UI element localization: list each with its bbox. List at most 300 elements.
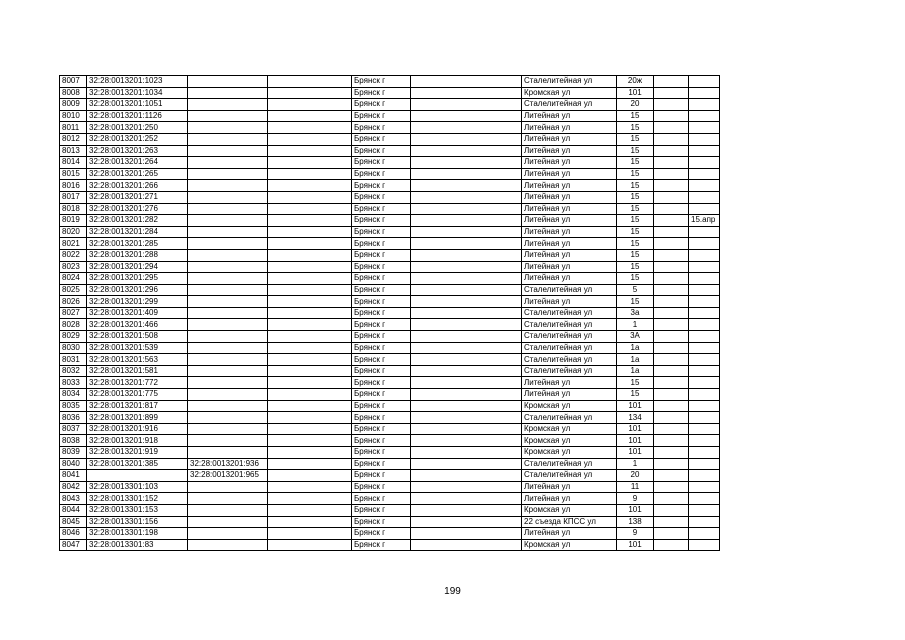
row-number-cell: 8011 bbox=[60, 122, 87, 134]
note-cell bbox=[689, 261, 720, 273]
empty-cell bbox=[268, 435, 352, 447]
city-cell: Брянск г bbox=[352, 273, 411, 285]
cadastral-number-cell: 32:28:0013201:263 bbox=[87, 145, 188, 157]
empty-cell bbox=[654, 377, 689, 389]
empty-cell bbox=[268, 493, 352, 505]
secondary-cadastral-cell bbox=[188, 203, 268, 215]
note-cell bbox=[689, 528, 720, 540]
row-number-cell: 8018 bbox=[60, 203, 87, 215]
city-cell: Брянск г bbox=[352, 458, 411, 470]
cadastral-number-cell: 32:28:0013201:563 bbox=[87, 354, 188, 366]
house-number-cell: 15 bbox=[617, 203, 654, 215]
secondary-cadastral-cell bbox=[188, 215, 268, 227]
empty-cell bbox=[268, 458, 352, 470]
city-cell: Брянск г bbox=[352, 400, 411, 412]
table-row bbox=[60, 76, 720, 88]
row-number-cell: 8017 bbox=[60, 191, 87, 203]
table-row bbox=[60, 539, 720, 551]
table-row bbox=[60, 110, 720, 122]
note-cell bbox=[689, 284, 720, 296]
city-cell: Брянск г bbox=[352, 238, 411, 250]
city-cell: Брянск г bbox=[352, 191, 411, 203]
empty-cell bbox=[411, 168, 522, 180]
empty-cell bbox=[268, 168, 352, 180]
cadastral-number-cell: 32:28:0013301:83 bbox=[87, 539, 188, 551]
row-number-cell: 8028 bbox=[60, 319, 87, 331]
row-number-cell: 8009 bbox=[60, 99, 87, 111]
secondary-cadastral-cell bbox=[188, 226, 268, 238]
empty-cell bbox=[411, 412, 522, 424]
row-number-cell: 8029 bbox=[60, 331, 87, 343]
note-cell bbox=[689, 307, 720, 319]
cadastral-number-cell: 32:28:0013201:252 bbox=[87, 133, 188, 145]
city-cell: Брянск г bbox=[352, 435, 411, 447]
secondary-cadastral-cell bbox=[188, 447, 268, 459]
table-row bbox=[60, 87, 720, 99]
row-number-cell: 8033 bbox=[60, 377, 87, 389]
cadastral-number-cell: 32:28:0013301:156 bbox=[87, 516, 188, 528]
table-row bbox=[60, 470, 720, 482]
table-row bbox=[60, 226, 720, 238]
empty-cell bbox=[411, 435, 522, 447]
empty-cell bbox=[411, 296, 522, 308]
empty-cell bbox=[268, 261, 352, 273]
cadastral-number-cell: 32:28:0013201:919 bbox=[87, 447, 188, 459]
row-number-cell: 8046 bbox=[60, 528, 87, 540]
secondary-cadastral-cell bbox=[188, 435, 268, 447]
empty-cell bbox=[654, 447, 689, 459]
house-number-cell: 20ж bbox=[617, 76, 654, 88]
secondary-cadastral-cell bbox=[188, 423, 268, 435]
secondary-cadastral-cell bbox=[188, 168, 268, 180]
empty-cell bbox=[411, 284, 522, 296]
row-number-cell: 8043 bbox=[60, 493, 87, 505]
empty-cell bbox=[654, 307, 689, 319]
note-cell bbox=[689, 377, 720, 389]
empty-cell bbox=[268, 389, 352, 401]
city-cell: Брянск г bbox=[352, 412, 411, 424]
cadastral-number-cell bbox=[87, 470, 188, 482]
secondary-cadastral-cell: 32:28:0013201:936 bbox=[188, 458, 268, 470]
cadastral-number-cell: 32:28:0013201:772 bbox=[87, 377, 188, 389]
empty-cell bbox=[268, 122, 352, 134]
street-cell: Литейная ул bbox=[522, 528, 617, 540]
empty-cell bbox=[654, 365, 689, 377]
city-cell: Брянск г bbox=[352, 133, 411, 145]
house-number-cell: 9 bbox=[617, 528, 654, 540]
empty-cell bbox=[411, 273, 522, 285]
table-row bbox=[60, 354, 720, 366]
note-cell bbox=[689, 296, 720, 308]
empty-cell bbox=[654, 145, 689, 157]
row-number-cell: 8036 bbox=[60, 412, 87, 424]
note-cell bbox=[689, 273, 720, 285]
note-cell bbox=[689, 423, 720, 435]
empty-cell bbox=[411, 539, 522, 551]
secondary-cadastral-cell bbox=[188, 481, 268, 493]
empty-cell bbox=[268, 365, 352, 377]
empty-cell bbox=[654, 493, 689, 505]
empty-cell bbox=[411, 87, 522, 99]
empty-cell bbox=[411, 319, 522, 331]
house-number-cell: 15 bbox=[617, 180, 654, 192]
street-cell: Литейная ул bbox=[522, 110, 617, 122]
note-cell bbox=[689, 435, 720, 447]
city-cell: Брянск г bbox=[352, 342, 411, 354]
empty-cell bbox=[268, 99, 352, 111]
note-cell bbox=[689, 493, 720, 505]
note-cell bbox=[689, 539, 720, 551]
house-number-cell: 15 bbox=[617, 296, 654, 308]
row-number-cell: 8047 bbox=[60, 539, 87, 551]
empty-cell bbox=[411, 354, 522, 366]
empty-cell bbox=[411, 203, 522, 215]
house-number-cell: 11 bbox=[617, 481, 654, 493]
house-number-cell: 101 bbox=[617, 400, 654, 412]
empty-cell bbox=[411, 481, 522, 493]
empty-cell bbox=[654, 400, 689, 412]
empty-cell bbox=[268, 203, 352, 215]
empty-cell bbox=[268, 342, 352, 354]
note-cell bbox=[689, 168, 720, 180]
table-row bbox=[60, 447, 720, 459]
empty-cell bbox=[411, 249, 522, 261]
row-number-cell: 8030 bbox=[60, 342, 87, 354]
empty-cell bbox=[411, 447, 522, 459]
city-cell: Брянск г bbox=[352, 389, 411, 401]
empty-cell bbox=[268, 319, 352, 331]
row-number-cell: 8026 bbox=[60, 296, 87, 308]
table-row bbox=[60, 389, 720, 401]
city-cell: Брянск г bbox=[352, 180, 411, 192]
empty-cell bbox=[654, 157, 689, 169]
secondary-cadastral-cell bbox=[188, 354, 268, 366]
empty-cell bbox=[411, 99, 522, 111]
empty-cell bbox=[411, 365, 522, 377]
row-number-cell: 8044 bbox=[60, 504, 87, 516]
street-cell: Сталелитейная ул bbox=[522, 307, 617, 319]
city-cell: Брянск г bbox=[352, 110, 411, 122]
secondary-cadastral-cell bbox=[188, 249, 268, 261]
note-cell bbox=[689, 203, 720, 215]
empty-cell bbox=[654, 412, 689, 424]
street-cell: Литейная ул bbox=[522, 122, 617, 134]
city-cell: Брянск г bbox=[352, 365, 411, 377]
secondary-cadastral-cell bbox=[188, 157, 268, 169]
row-number-cell: 8012 bbox=[60, 133, 87, 145]
secondary-cadastral-cell bbox=[188, 273, 268, 285]
empty-cell bbox=[268, 76, 352, 88]
row-number-cell: 8022 bbox=[60, 249, 87, 261]
city-cell: Брянск г bbox=[352, 481, 411, 493]
secondary-cadastral-cell bbox=[188, 528, 268, 540]
note-cell bbox=[689, 133, 720, 145]
empty-cell bbox=[654, 458, 689, 470]
secondary-cadastral-cell bbox=[188, 377, 268, 389]
secondary-cadastral-cell bbox=[188, 261, 268, 273]
cadastral-number-cell: 32:28:0013201:466 bbox=[87, 319, 188, 331]
empty-cell bbox=[268, 226, 352, 238]
secondary-cadastral-cell bbox=[188, 99, 268, 111]
empty-cell bbox=[654, 354, 689, 366]
empty-cell bbox=[268, 284, 352, 296]
row-number-cell: 8035 bbox=[60, 400, 87, 412]
cadastral-number-cell: 32:28:0013201:409 bbox=[87, 307, 188, 319]
note-cell bbox=[689, 180, 720, 192]
house-number-cell: 15 bbox=[617, 273, 654, 285]
cadastral-number-cell: 32:28:0013201:271 bbox=[87, 191, 188, 203]
street-cell: Литейная ул bbox=[522, 389, 617, 401]
table-row bbox=[60, 191, 720, 203]
street-cell: Сталелитейная ул bbox=[522, 319, 617, 331]
empty-cell bbox=[411, 191, 522, 203]
cadastral-number-cell: 32:28:0013201:264 bbox=[87, 157, 188, 169]
empty-cell bbox=[268, 145, 352, 157]
city-cell: Брянск г bbox=[352, 99, 411, 111]
table-row bbox=[60, 377, 720, 389]
note-cell bbox=[689, 342, 720, 354]
cadastral-number-cell: 32:28:0013201:539 bbox=[87, 342, 188, 354]
secondary-cadastral-cell bbox=[188, 296, 268, 308]
house-number-cell: 138 bbox=[617, 516, 654, 528]
table-row bbox=[60, 319, 720, 331]
empty-cell bbox=[411, 261, 522, 273]
table-row bbox=[60, 528, 720, 540]
empty-cell bbox=[654, 435, 689, 447]
note-cell bbox=[689, 110, 720, 122]
street-cell: Сталелитейная ул bbox=[522, 412, 617, 424]
street-cell: Сталелитейная ул bbox=[522, 331, 617, 343]
note-cell bbox=[689, 481, 720, 493]
empty-cell bbox=[654, 319, 689, 331]
city-cell: Брянск г bbox=[352, 539, 411, 551]
note-cell bbox=[689, 76, 720, 88]
street-cell: Кромская ул bbox=[522, 504, 617, 516]
empty-cell bbox=[411, 528, 522, 540]
table-row bbox=[60, 342, 720, 354]
empty-cell bbox=[268, 87, 352, 99]
empty-cell bbox=[654, 99, 689, 111]
street-cell: Литейная ул bbox=[522, 226, 617, 238]
city-cell: Брянск г bbox=[352, 296, 411, 308]
cadastral-number-cell: 32:28:0013201:916 bbox=[87, 423, 188, 435]
empty-cell bbox=[411, 342, 522, 354]
row-number-cell: 8013 bbox=[60, 145, 87, 157]
cadastral-number-cell: 32:28:0013201:285 bbox=[87, 238, 188, 250]
street-cell: Литейная ул bbox=[522, 191, 617, 203]
empty-cell bbox=[654, 539, 689, 551]
note-cell bbox=[689, 99, 720, 111]
empty-cell bbox=[268, 180, 352, 192]
city-cell: Брянск г bbox=[352, 470, 411, 482]
cadastral-number-cell: 32:28:0013201:276 bbox=[87, 203, 188, 215]
street-cell: 22 съезда КПСС ул bbox=[522, 516, 617, 528]
house-number-cell: 15 bbox=[617, 249, 654, 261]
table-row bbox=[60, 157, 720, 169]
empty-cell bbox=[411, 76, 522, 88]
table-row bbox=[60, 504, 720, 516]
row-number-cell: 8008 bbox=[60, 87, 87, 99]
empty-cell bbox=[268, 516, 352, 528]
secondary-cadastral-cell bbox=[188, 180, 268, 192]
city-cell: Брянск г bbox=[352, 261, 411, 273]
row-number-cell: 8037 bbox=[60, 423, 87, 435]
city-cell: Брянск г bbox=[352, 528, 411, 540]
street-cell: Литейная ул bbox=[522, 168, 617, 180]
empty-cell bbox=[268, 354, 352, 366]
empty-cell bbox=[411, 423, 522, 435]
cadastral-number-cell: 32:28:0013201:1023 bbox=[87, 76, 188, 88]
house-number-cell: 15 bbox=[617, 168, 654, 180]
table-row bbox=[60, 296, 720, 308]
table-row bbox=[60, 203, 720, 215]
table-row bbox=[60, 180, 720, 192]
empty-cell bbox=[411, 238, 522, 250]
secondary-cadastral-cell bbox=[188, 412, 268, 424]
note-cell bbox=[689, 249, 720, 261]
street-cell: Кромская ул bbox=[522, 447, 617, 459]
street-cell: Сталелитейная ул bbox=[522, 342, 617, 354]
table-row bbox=[60, 412, 720, 424]
row-number-cell: 8015 bbox=[60, 168, 87, 180]
empty-cell bbox=[411, 215, 522, 227]
empty-cell bbox=[654, 203, 689, 215]
secondary-cadastral-cell bbox=[188, 122, 268, 134]
secondary-cadastral-cell bbox=[188, 284, 268, 296]
empty-cell bbox=[411, 458, 522, 470]
table-row bbox=[60, 493, 720, 505]
table-row bbox=[60, 365, 720, 377]
table-row bbox=[60, 481, 720, 493]
note-cell bbox=[689, 319, 720, 331]
row-number-cell: 8041 bbox=[60, 470, 87, 482]
house-number-cell: 15 bbox=[617, 122, 654, 134]
empty-cell bbox=[654, 110, 689, 122]
empty-cell bbox=[654, 238, 689, 250]
empty-cell bbox=[268, 377, 352, 389]
empty-cell bbox=[411, 389, 522, 401]
city-cell: Брянск г bbox=[352, 157, 411, 169]
street-cell: Сталелитейная ул bbox=[522, 365, 617, 377]
secondary-cadastral-cell bbox=[188, 238, 268, 250]
city-cell: Брянск г bbox=[352, 354, 411, 366]
empty-cell bbox=[654, 122, 689, 134]
secondary-cadastral-cell bbox=[188, 365, 268, 377]
secondary-cadastral-cell bbox=[188, 87, 268, 99]
note-cell bbox=[689, 354, 720, 366]
note-cell bbox=[689, 412, 720, 424]
row-number-cell: 8039 bbox=[60, 447, 87, 459]
street-cell: Литейная ул bbox=[522, 261, 617, 273]
empty-cell bbox=[654, 168, 689, 180]
cadastral-number-cell: 32:28:0013201:1034 bbox=[87, 87, 188, 99]
city-cell: Брянск г bbox=[352, 145, 411, 157]
row-number-cell: 8025 bbox=[60, 284, 87, 296]
street-cell: Литейная ул bbox=[522, 133, 617, 145]
cadastral-number-cell: 32:28:0013201:899 bbox=[87, 412, 188, 424]
empty-cell bbox=[654, 331, 689, 343]
empty-cell bbox=[654, 470, 689, 482]
empty-cell bbox=[411, 331, 522, 343]
house-number-cell: 15 bbox=[617, 215, 654, 227]
house-number-cell: 1 bbox=[617, 319, 654, 331]
empty-cell bbox=[268, 157, 352, 169]
empty-cell bbox=[654, 226, 689, 238]
secondary-cadastral-cell bbox=[188, 539, 268, 551]
empty-cell bbox=[654, 504, 689, 516]
empty-cell bbox=[654, 273, 689, 285]
empty-cell bbox=[268, 447, 352, 459]
empty-cell bbox=[411, 226, 522, 238]
cadastral-number-cell: 32:28:0013201:817 bbox=[87, 400, 188, 412]
cadastral-number-cell: 32:28:0013201:288 bbox=[87, 249, 188, 261]
empty-cell bbox=[411, 307, 522, 319]
row-number-cell: 8031 bbox=[60, 354, 87, 366]
empty-cell bbox=[654, 76, 689, 88]
street-cell: Кромская ул bbox=[522, 400, 617, 412]
city-cell: Брянск г bbox=[352, 307, 411, 319]
row-number-cell: 8027 bbox=[60, 307, 87, 319]
empty-cell bbox=[268, 504, 352, 516]
note-cell bbox=[689, 458, 720, 470]
empty-cell bbox=[268, 412, 352, 424]
city-cell: Брянск г bbox=[352, 331, 411, 343]
street-cell: Литейная ул bbox=[522, 180, 617, 192]
row-number-cell: 8032 bbox=[60, 365, 87, 377]
note-cell bbox=[689, 400, 720, 412]
empty-cell bbox=[411, 470, 522, 482]
note-cell bbox=[689, 157, 720, 169]
house-number-cell: 15 bbox=[617, 238, 654, 250]
empty-cell bbox=[654, 516, 689, 528]
table-row bbox=[60, 168, 720, 180]
empty-cell bbox=[654, 481, 689, 493]
empty-cell bbox=[411, 145, 522, 157]
empty-cell bbox=[268, 238, 352, 250]
house-number-cell: 15 bbox=[617, 377, 654, 389]
street-cell: Литейная ул bbox=[522, 157, 617, 169]
note-cell bbox=[689, 191, 720, 203]
row-number-cell: 8016 bbox=[60, 180, 87, 192]
row-number-cell: 8042 bbox=[60, 481, 87, 493]
secondary-cadastral-cell bbox=[188, 307, 268, 319]
city-cell: Брянск г bbox=[352, 87, 411, 99]
table-row bbox=[60, 284, 720, 296]
city-cell: Брянск г bbox=[352, 504, 411, 516]
row-number-cell: 8038 bbox=[60, 435, 87, 447]
house-number-cell: 15 bbox=[617, 145, 654, 157]
cadastral-number-cell: 32:28:0013201:299 bbox=[87, 296, 188, 308]
empty-cell bbox=[268, 470, 352, 482]
house-number-cell: 15 bbox=[617, 157, 654, 169]
street-cell: Кромская ул bbox=[522, 435, 617, 447]
table-row bbox=[60, 516, 720, 528]
page-number: 199 bbox=[444, 586, 461, 597]
table-row bbox=[60, 261, 720, 273]
house-number-cell: 1а bbox=[617, 342, 654, 354]
table-row bbox=[60, 215, 720, 227]
secondary-cadastral-cell bbox=[188, 389, 268, 401]
empty-cell bbox=[654, 87, 689, 99]
city-cell: Брянск г bbox=[352, 493, 411, 505]
row-number-cell: 8020 bbox=[60, 226, 87, 238]
secondary-cadastral-cell bbox=[188, 504, 268, 516]
secondary-cadastral-cell bbox=[188, 400, 268, 412]
table-row bbox=[60, 307, 720, 319]
note-cell bbox=[689, 389, 720, 401]
house-number-cell: 15 bbox=[617, 261, 654, 273]
cadastral-number-cell: 32:28:0013201:775 bbox=[87, 389, 188, 401]
